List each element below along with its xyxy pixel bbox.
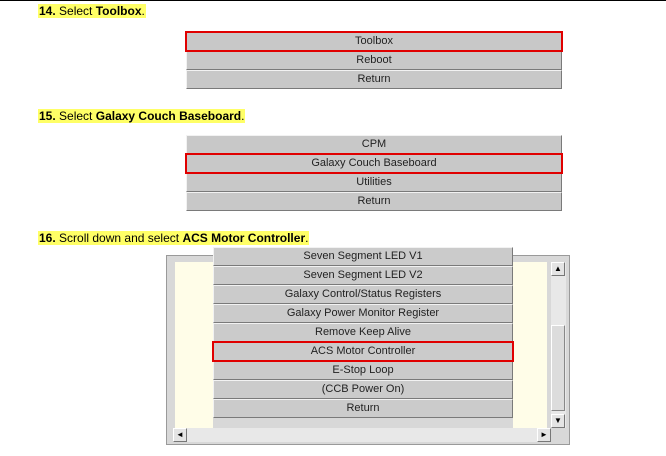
scroll-down-icon[interactable]: ▼	[551, 414, 565, 428]
step-target: Galaxy Couch Baseboard	[95, 109, 242, 123]
top-rule	[0, 0, 666, 1]
baseboard-menu-list	[213, 250, 513, 428]
main-menu	[186, 32, 562, 89]
return-button[interactable]: Return	[186, 70, 562, 89]
step-15-instruction: 15. Select Galaxy Couch Baseboard.	[39, 109, 245, 123]
cpm-button[interactable]: CPM	[186, 135, 562, 154]
ccb-power-on-button[interactable]: (CCB Power On)	[213, 380, 513, 399]
e-stop-loop-button[interactable]: E-Stop Loop	[213, 361, 513, 380]
galaxy-control-status-registers-button[interactable]: Galaxy Control/Status Registers	[213, 285, 513, 304]
vertical-scrollbar[interactable]	[551, 262, 566, 428]
seven-segment-led-v2-button[interactable]: Seven Segment LED V2	[213, 266, 513, 285]
toolbox-button[interactable]: Toolbox	[186, 32, 562, 51]
step-text: Scroll down and select	[59, 231, 180, 245]
step-text: Select	[59, 4, 93, 18]
galaxy-power-monitor-register-button[interactable]: Galaxy Power Monitor Register	[213, 304, 513, 323]
remove-keep-alive-button[interactable]: Remove Keep Alive	[213, 323, 513, 342]
seven-segment-led-v1-button[interactable]: Seven Segment LED V1	[213, 247, 513, 266]
return-button[interactable]: Return	[186, 192, 562, 211]
left-pane	[175, 262, 213, 428]
step-16-instruction: 16. Scroll down and select ACS Motor Controller.	[39, 231, 309, 245]
step-target: Toolbox	[95, 4, 142, 18]
scroll-up-icon[interactable]: ▲	[551, 262, 565, 276]
reboot-button[interactable]: Reboot	[186, 51, 562, 70]
step-text: Select	[59, 109, 93, 123]
galaxy-couch-baseboard-button[interactable]: Galaxy Couch Baseboard	[186, 154, 562, 173]
step-number: 14.	[39, 4, 56, 18]
return-button[interactable]: Return	[213, 399, 513, 418]
step-14-instruction: 14. Select Toolbox.	[39, 4, 145, 18]
step-target: ACS Motor Controller	[182, 231, 306, 245]
toolbox-menu	[186, 135, 562, 211]
horizontal-scrollbar[interactable]	[173, 428, 551, 442]
baseboard-menu-panel	[166, 250, 570, 445]
utilities-button[interactable]: Utilities	[186, 173, 562, 192]
acs-motor-controller-button[interactable]: ACS Motor Controller	[213, 342, 513, 361]
step-number: 15.	[39, 109, 56, 123]
vertical-scroll-thumb[interactable]	[551, 325, 565, 411]
right-pane	[513, 262, 547, 428]
scroll-right-icon[interactable]: ►	[537, 428, 551, 442]
step-number: 16.	[39, 231, 56, 245]
scroll-left-icon[interactable]: ◄	[173, 428, 187, 442]
